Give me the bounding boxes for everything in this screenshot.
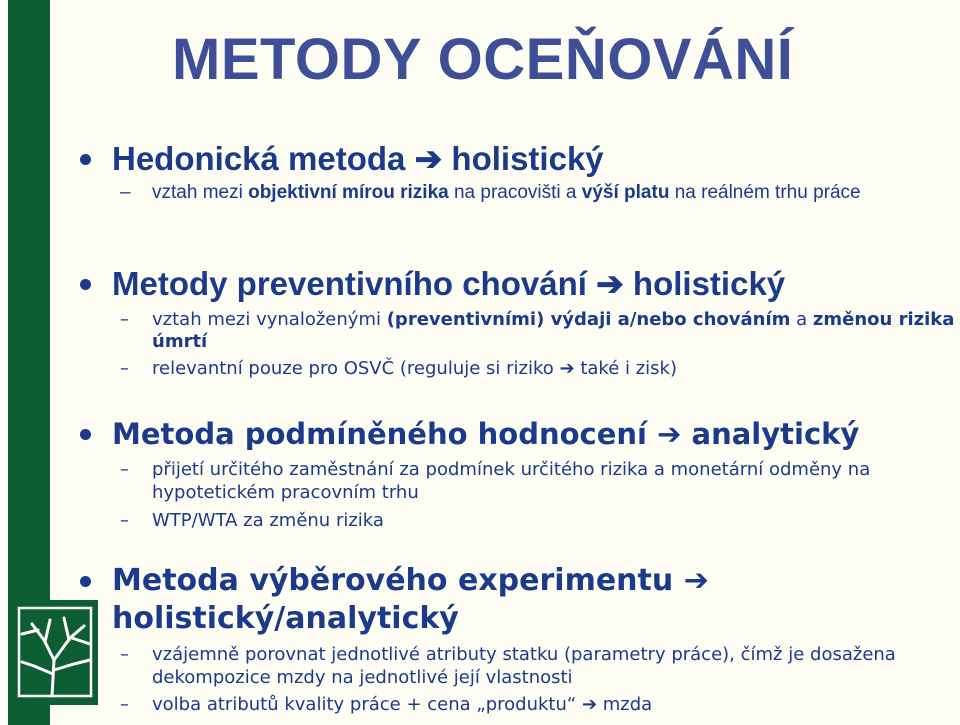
arrow-right-icon: ➔ (657, 417, 682, 451)
dash-marker: – (120, 358, 129, 379)
dash-marker: – (120, 182, 131, 203)
section-hedonic-method (80, 139, 960, 204)
bullet-heading (80, 264, 960, 304)
sub-item (80, 181, 960, 204)
left-white-stripe (0, 0, 8, 725)
sub-text: na pracovišti a (448, 182, 582, 203)
section-choice-experiment (80, 562, 960, 716)
sub-text: a (790, 309, 813, 330)
bullet-heading (80, 414, 960, 454)
bullet-heading-continuation (80, 600, 960, 638)
sub-item (80, 358, 960, 380)
sub-text: volba atributů kvality práce + cena „produktu“ (152, 694, 577, 715)
bullet-dot (80, 154, 91, 165)
sub-item (80, 458, 960, 504)
section-preventive-behavior (80, 264, 960, 380)
heading-tail: analytický (691, 417, 860, 451)
sub-emphasis: výší platu (581, 182, 670, 203)
bullet-dot (80, 576, 91, 587)
sub-text: mzda (602, 694, 653, 715)
sub-text: přijetí určitého zaměstnání za podmínek určitého rizika a monetární odměny na hypotetickém pracovním trhu (152, 459, 871, 503)
arrow-right-icon: ➔ (414, 140, 443, 177)
section-contingent-valuation (80, 414, 960, 532)
bullet-dot (80, 279, 91, 290)
heading-main: Metoda výběrového experimentu (112, 563, 674, 598)
sub-text: WTP/WTA za změnu rizika (152, 510, 384, 531)
arrow-right-icon: ➔ (559, 358, 575, 379)
sub-text: vzájemně porovnat jednotlivé atributy statku (parametry práce), čímž je dosažena dekompozice mzdy na jednotlivé její vlastnosti (152, 644, 896, 688)
dash-marker: – (120, 309, 129, 330)
sub-text: vztah mezi vynaloženými (152, 309, 387, 330)
heading-main: Hedonická metoda (112, 140, 406, 177)
heading-tail: holistický (632, 265, 786, 302)
sub-text: vztah mezi (152, 182, 249, 203)
dash-marker: – (120, 694, 129, 715)
heading-text (112, 265, 785, 302)
bullet-dot (80, 429, 91, 440)
dash-marker: – (120, 510, 129, 531)
arrow-right-icon: ➔ (596, 265, 624, 302)
heading-tail: holistický (451, 140, 604, 177)
heading-main: Metody preventivního chování (112, 265, 587, 302)
sub-item (80, 309, 960, 353)
heading-text (112, 417, 859, 451)
sub-emphasis: objektivní mírou rizika (248, 182, 449, 203)
sub-emphasis: (preventivními) výdaji a/nebo chováním (386, 309, 791, 330)
sub-item (80, 509, 960, 532)
sub-item (80, 643, 960, 689)
sub-text: relevantní pouze pro OSVČ (reguluje si riziko (152, 358, 554, 379)
bullet-heading (80, 562, 960, 600)
heading-text (112, 140, 604, 177)
heading-text (112, 563, 709, 598)
sub-emphasis: změnou rizika úmrtí (152, 309, 955, 352)
sub-text: také i zisk) (580, 358, 678, 379)
dash-marker: – (120, 644, 129, 665)
dash-marker: – (120, 459, 129, 480)
sub-item (80, 693, 960, 716)
bullet-heading (80, 139, 960, 179)
tree-logo-icon (14, 600, 98, 705)
sub-text: na reálném trhu práce (669, 182, 861, 203)
arrow-right-icon: ➔ (683, 563, 709, 598)
heading-tail: holistický/analytický (112, 601, 459, 636)
arrow-right-icon: ➔ (581, 694, 598, 715)
slide-title: METODY OCEŇOVÁNÍ (172, 27, 794, 92)
heading-main: Metoda podmíněného hodnocení (112, 417, 647, 451)
